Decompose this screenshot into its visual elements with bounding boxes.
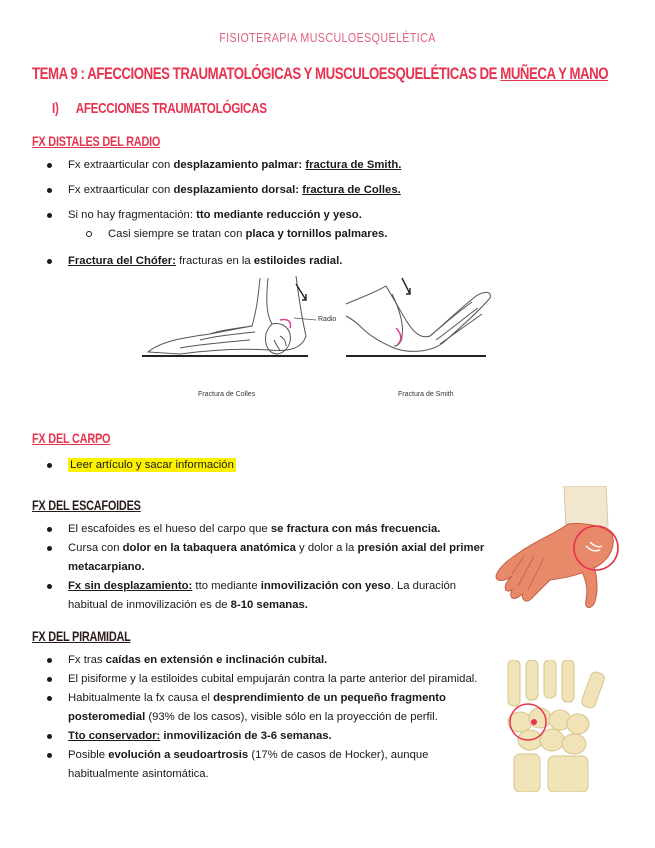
subtitle-number: I) (52, 100, 59, 117)
caption-smith: Fractura de Smith (398, 391, 454, 398)
list-escafoides (32, 520, 492, 615)
fracture-mark-smith (396, 328, 401, 344)
list-item: Fx tras caídas en extensión e inclinación cubital. (32, 651, 492, 670)
list-subitem: Casi siempre se tratan con placa y tornillos palmares. (32, 225, 472, 244)
page-title (32, 64, 608, 84)
list-item: El pisiforme y la estiloides cubital empujarán contra la parte anterior del piramidal. (32, 670, 492, 689)
list-item: El escafoides es el hueso del carpo que se fractura con más frecuencia. (32, 520, 492, 539)
list-radio (32, 156, 472, 271)
list-item: Posible evolución a seudoartrosis (17% de casos de Hocker), aunque habitualmente asintomática. (32, 746, 492, 784)
list-piramidal (32, 651, 492, 784)
list-carpo (32, 456, 472, 475)
wrist-fracture-illustration (140, 270, 500, 380)
list-item (32, 456, 472, 475)
list-item: Cursa con dolor en la tabaquera anatómica y dolor a la presión axial del primer metacarpiano. (32, 539, 492, 577)
list-item: Fractura del Chófer: fracturas en la estiloides radial. (32, 252, 472, 271)
carpal-bones-illustration (500, 660, 624, 792)
title-text: TEMA 9 : AFECCIONES TRAUMATOLÓGICAS Y MUSCULOESQUELÉTICAS DE (32, 64, 501, 83)
heading-carpo: FX DEL CARPO (32, 430, 111, 446)
arrow-icon (296, 284, 306, 300)
hand-tabaquera-illustration (494, 486, 628, 612)
list-item: Fx extraarticular con desplazamiento palmar: fractura de Smith. (32, 156, 472, 175)
heading-piramidal: FX DEL PIRAMIDAL (32, 628, 131, 644)
list-item: Fx sin desplazamiento: tto mediante inmovilización con yeso. La duración habitual de inmovilización es de 8-10 semanas. (32, 577, 492, 615)
section-subtitle (52, 100, 267, 117)
caption-colles: Fractura de Colles (198, 391, 256, 398)
subtitle-text: AFECCIONES TRAUMATOLÓGICAS (75, 100, 267, 117)
running-head: FISIOTERAPIA MUSCULOESQUELÉTICA (219, 30, 436, 45)
list-item: Si no hay fragmentación: tto mediante reducción y yeso. (32, 206, 472, 225)
arrow-icon (402, 278, 410, 294)
heading-escafoides: FX DEL ESCAFOIDES (32, 497, 141, 513)
title-underlined: MUÑECA Y MANO (500, 64, 609, 83)
list-item: Fx extraarticular con desplazamiento dorsal: fractura de Colles. (32, 181, 472, 200)
list-item: Habitualmente la fx causa el desprendimiento de un pequeño fragmento posteromedial (93% de los casos), visible sólo en la proyección de perfil. (32, 689, 492, 727)
heading-radio: FX DISTALES DEL RADIO (32, 133, 161, 149)
fracture-dot (531, 719, 537, 725)
list-item: Tto conservador: inmovilización de 3-6 semanas. (32, 727, 492, 746)
label-radio: Radio (318, 316, 337, 323)
highlighted-text: Leer artículo y sacar información (70, 459, 234, 471)
